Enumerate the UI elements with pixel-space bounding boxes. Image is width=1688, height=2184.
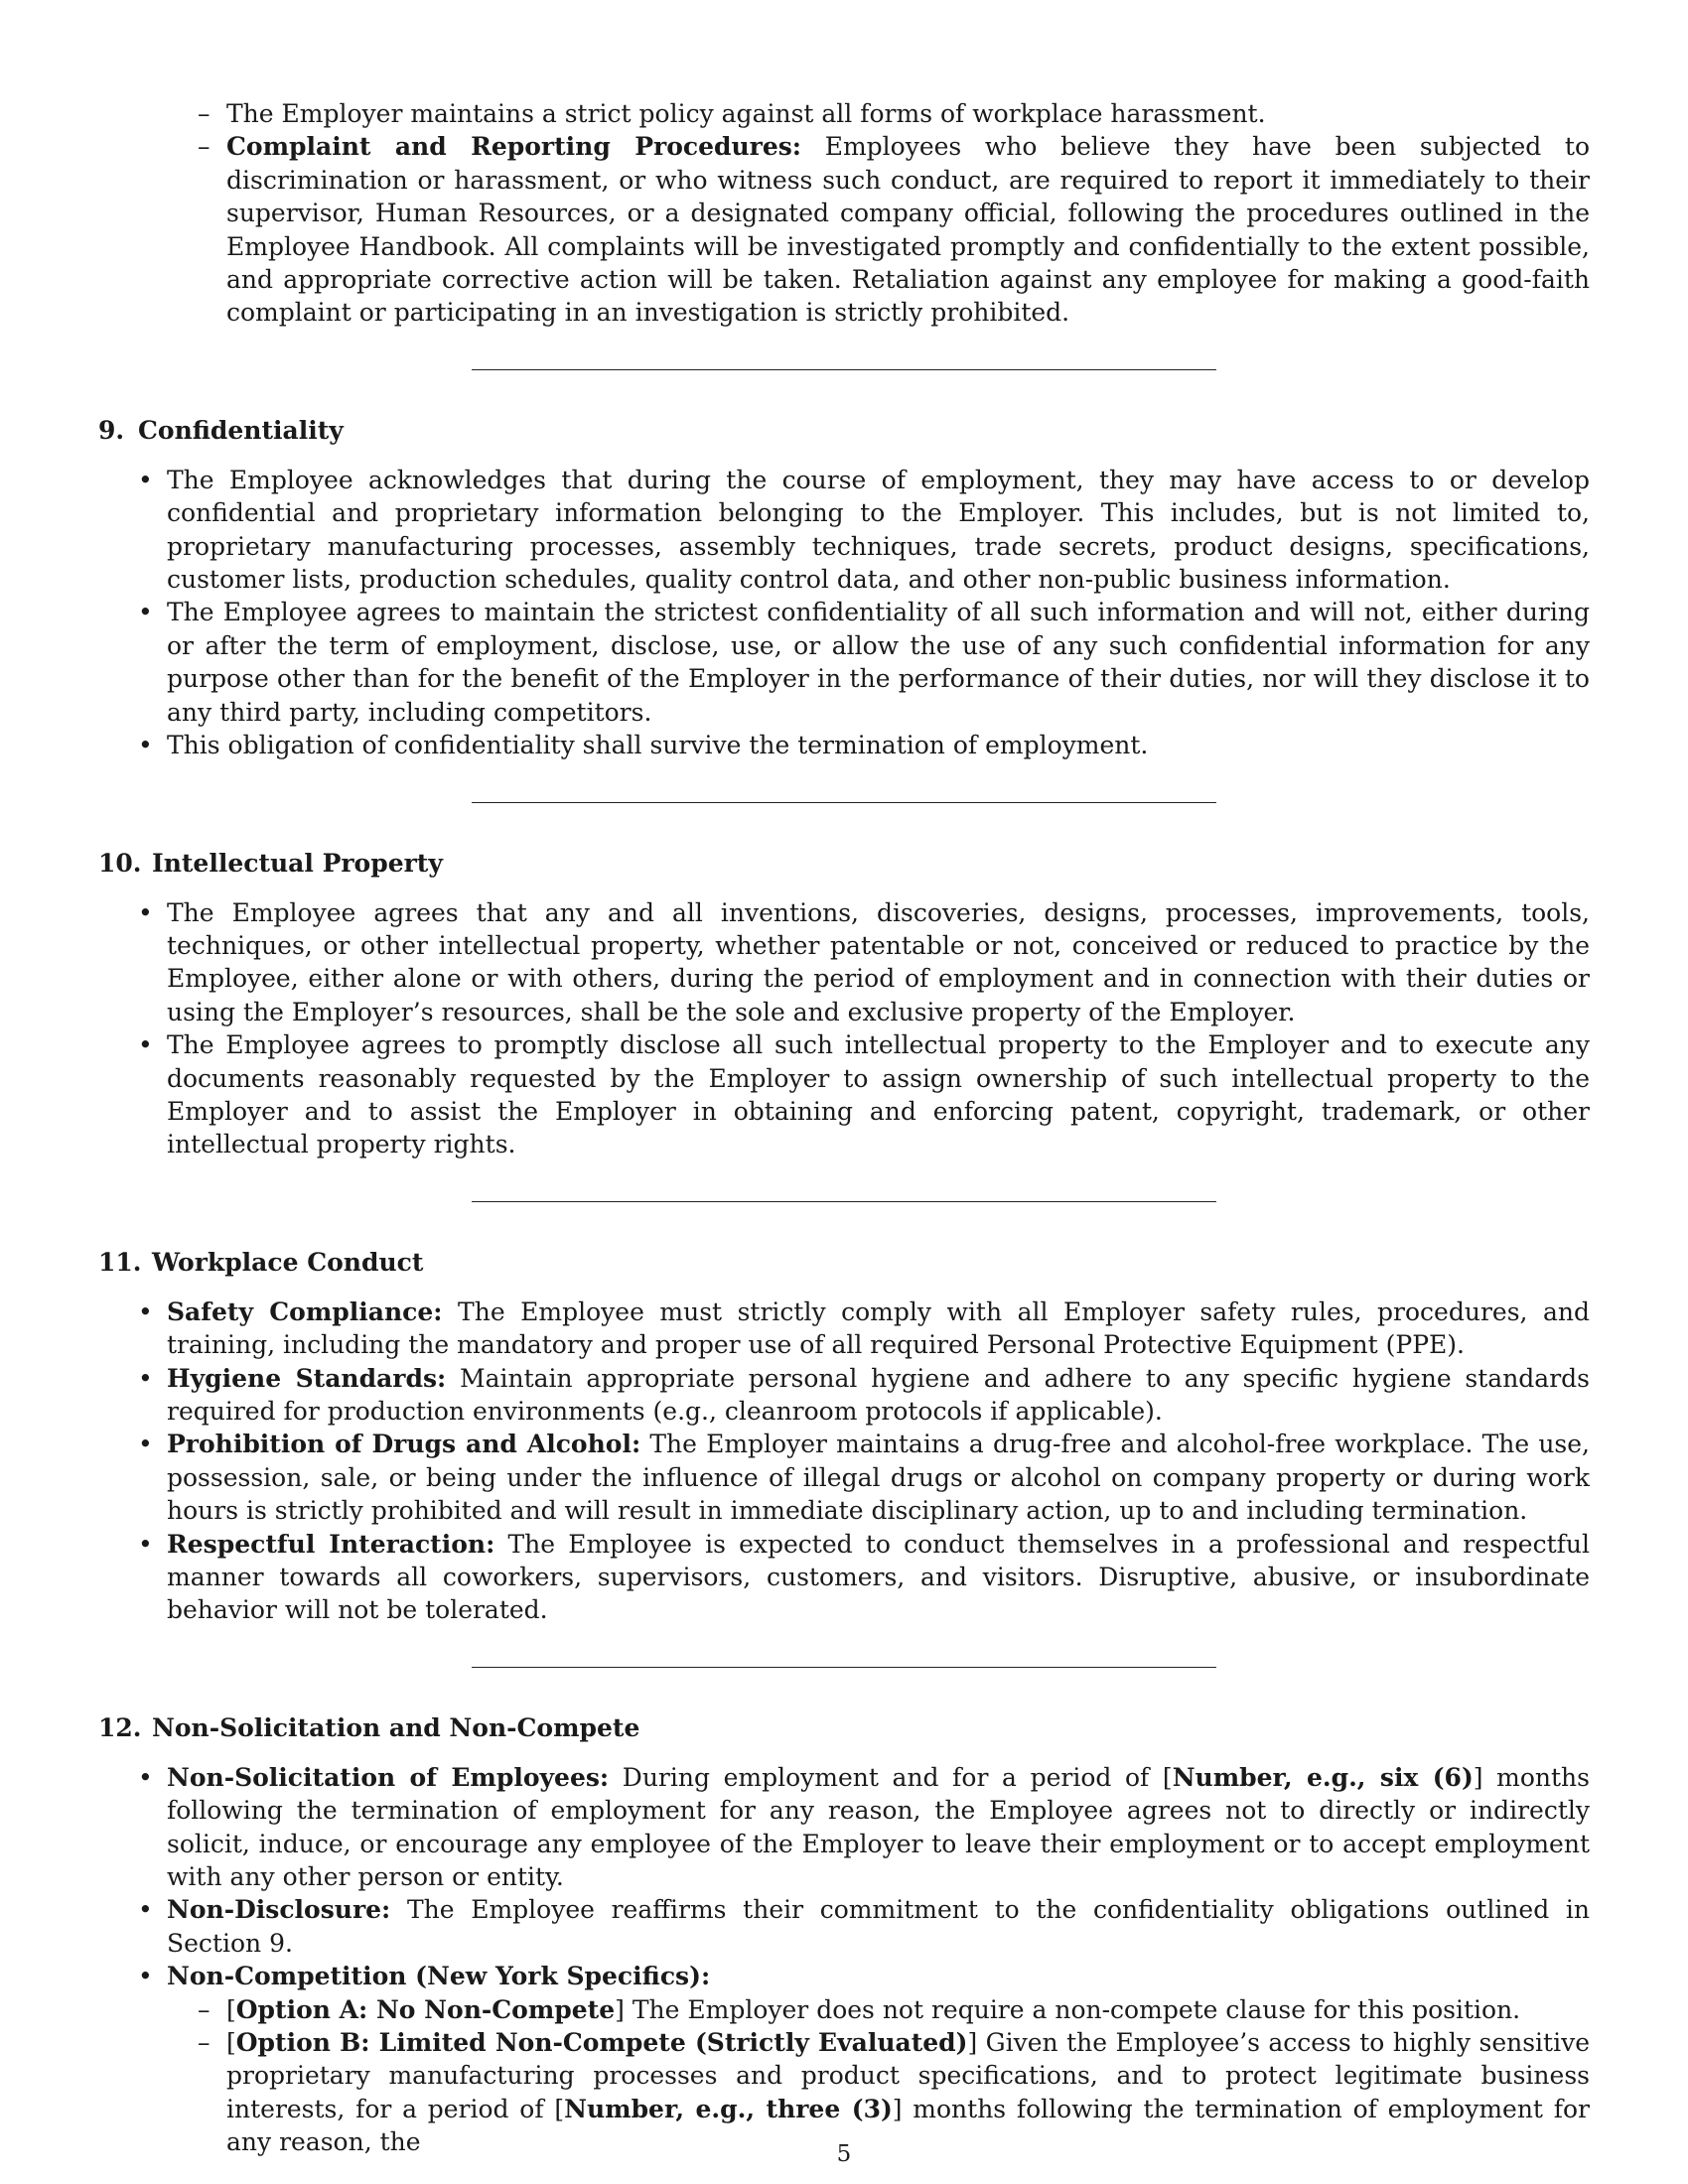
placeholder-text: Number, e.g., six (6) bbox=[1172, 1762, 1474, 1792]
list-item bbox=[98, 729, 1590, 761]
workplace-conduct-list bbox=[98, 1296, 1590, 1627]
item-text: The Employer does not require a non-compete clause for this position. bbox=[624, 1994, 1521, 2024]
non-compete-options bbox=[167, 1993, 1590, 2159]
list-item bbox=[98, 1893, 1590, 1960]
non-solicitation-list bbox=[98, 1761, 1590, 2159]
section-heading-workplace-conduct bbox=[98, 1246, 1590, 1279]
list-item bbox=[98, 464, 1590, 597]
item-label: Non-Solicitation of Employees: bbox=[167, 1762, 610, 1792]
item-text: The Employee is expected to conduct themselves in a professional and respectful manner towards all coworkers, supervisors, customers, and visitors. Disruptive, abusive, or insubordinate behavior will not be tolerated. bbox=[167, 1529, 1590, 1625]
section-title: Workplace Conduct bbox=[152, 1247, 424, 1277]
section-divider bbox=[472, 369, 1216, 370]
item-text: During employment and for a period of [ bbox=[609, 1762, 1173, 1792]
page-number: 5 bbox=[836, 2141, 852, 2167]
section-number: 12. bbox=[98, 1712, 142, 1742]
section-heading-confidentiality bbox=[98, 414, 1590, 447]
item-text: The Employee must strictly comply with all Employer safety rules, procedures, and training, including the mandatory and proper use of all required Personal Protective Equipment (PPE). bbox=[167, 1297, 1591, 1360]
item-text: The Employee acknowledges that during the course of employment, they may have access to or develop confidential and proprietary information belonging to the Employer. This includes, but is not limited to, proprietary manufacturing processes, assembly techniques, trade secrets, product designs, specifications, customer lists, production schedules, quality control data, and other non-public business information. bbox=[167, 465, 1590, 595]
item-label: Non-Competition (New York Specifics): bbox=[167, 1962, 711, 1991]
section-title: Non-Solicitation and Non-Compete bbox=[152, 1712, 640, 1742]
item-label: Non-Disclosure: bbox=[167, 1895, 391, 1925]
item-label: Respectful Interaction: bbox=[167, 1529, 495, 1559]
intellectual-property-list bbox=[98, 896, 1590, 1161]
list-item: – [Option A: No Non-Compete] The Employer does not require a non-compete clause for this position. bbox=[167, 1993, 1590, 2026]
section-title: Confidentiality bbox=[138, 415, 344, 445]
item-label: Complaint and Reporting Procedures: bbox=[226, 132, 802, 162]
list-item bbox=[98, 896, 1590, 1029]
item-label: Prohibition of Drugs and Alcohol: bbox=[167, 1430, 641, 1459]
item-text: Given the Employee’s access to highly sensitive proprietary manufacturing processes and product specifications, and to protect legitimate business interests, for a period of [ bbox=[226, 2028, 1591, 2123]
item-text: The Employer maintains a drug-free and alcohol-free workplace. The use, possession, sale, or being under the influence of illegal drugs or alcohol on company property or during work hours is strictly prohibited and will result in immediate disciplinary action, up to and including termination. bbox=[167, 1430, 1590, 1526]
confidentiality-list bbox=[98, 464, 1590, 762]
item-text: The Employee agrees to promptly disclose all such intellectual property to the Employer and to execute any documents reasonably requested by the Employer to assign ownership of such intellectual property to the Employer and to assist the Employer in obtaining and enforcing patent, copyright, trademark, or other intellectual property rights. bbox=[167, 1030, 1590, 1160]
section-divider bbox=[472, 1667, 1216, 1668]
list-item bbox=[98, 1528, 1590, 1627]
item-text: ] months following the termination of employment for any reason, the Employee agrees not to directly or indirectly solicit, induce, or encourage any employee of the Employer to leave their employment or to accept employment with any other person or entity. bbox=[167, 1762, 1590, 1892]
harassment-sublist bbox=[98, 97, 1590, 330]
placeholder-text: Number, e.g., three (3) bbox=[564, 2094, 893, 2123]
section-number: 11. bbox=[98, 1247, 142, 1277]
item-text: The Employee reaffirms their commitment to the confidentiality obligations outlined in Section 9. bbox=[167, 1895, 1590, 1958]
section-divider bbox=[472, 802, 1216, 803]
section-number: 9. bbox=[98, 415, 125, 445]
item-text: Maintain appropriate personal hygiene and adhere to any specific hygiene standards required for production environments (e.g., cleanroom protocols if applicable). bbox=[167, 1363, 1590, 1426]
item-text: The Employee agrees to maintain the strictest confidentiality of all such information and will not, either during or after the term of employment, disclose, use, or allow the use of any such confidential information for any purpose other than for the benefit of the Employer in the performance of their duties, nor will they disclose it to any third party, including competitors. bbox=[167, 598, 1590, 727]
list-item bbox=[98, 1296, 1590, 1362]
item-text: The Employer maintains a strict policy against all forms of workplace harassment. bbox=[226, 99, 1266, 128]
list-item: – [Option B: Limited Non-Compete (Strictly Evaluated)] Given the Employee’s access to highly sensitive proprietary manufacturing processes and product specifications, and to protect legitimate business interests, for a period of [Number, e.g., three (3)] months following the termination of employment for any reason, the bbox=[167, 2026, 1590, 2159]
list-item bbox=[98, 1960, 1590, 2158]
list-item bbox=[98, 596, 1590, 729]
list-item bbox=[98, 1028, 1590, 1161]
item-label: Safety Compliance: bbox=[167, 1297, 443, 1326]
list-item bbox=[98, 97, 1590, 130]
section-number: 10. bbox=[98, 848, 142, 878]
list-item bbox=[98, 130, 1590, 329]
document-page bbox=[98, 97, 1590, 2159]
item-label: Hygiene Standards: bbox=[167, 1363, 447, 1393]
list-item bbox=[98, 1428, 1590, 1527]
section-title: Intellectual Property bbox=[152, 848, 443, 878]
item-text: ] months following the termination of employment for any reason, the bbox=[226, 2094, 1590, 2157]
list-item bbox=[98, 1761, 1590, 1894]
item-text: Employees who believe they have been subjected to discrimination or harassment, or who witness such conduct, are required to report it immediately to their supervisor, Human Resources, or a designated company official, following the procedures outlined in the Employee Handbook. All complaints will be investigated promptly and confidentially to the extent possible, and appropriate corrective action will be taken. Retaliation against any employee for making a good-faith complaint or participating in an investigation is strictly prohibited. bbox=[226, 132, 1590, 328]
option-label: Option B: Limited Non-Compete (Strictly Evaluated) bbox=[235, 2028, 968, 2058]
item-text: This obligation of confidentiality shall survive the termination of employment. bbox=[167, 731, 1149, 760]
section-heading-non-solicitation bbox=[98, 1711, 1590, 1744]
list-item bbox=[98, 1362, 1590, 1429]
item-text: The Employee agrees that any and all inventions, discoveries, designs, processes, improvements, tools, techniques, or other intellectual property, whether patentable or not, conceived or reduced to practice by the Employee, either alone or with others, during the period of employment and in connection with their duties or using the Employer’s resources, shall be the sole and exclusive property of the Employer. bbox=[167, 897, 1590, 1026]
option-label: Option A: No Non-Compete bbox=[235, 1994, 616, 2024]
section-heading-intellectual-property bbox=[98, 847, 1590, 880]
section-divider bbox=[472, 1201, 1216, 1202]
